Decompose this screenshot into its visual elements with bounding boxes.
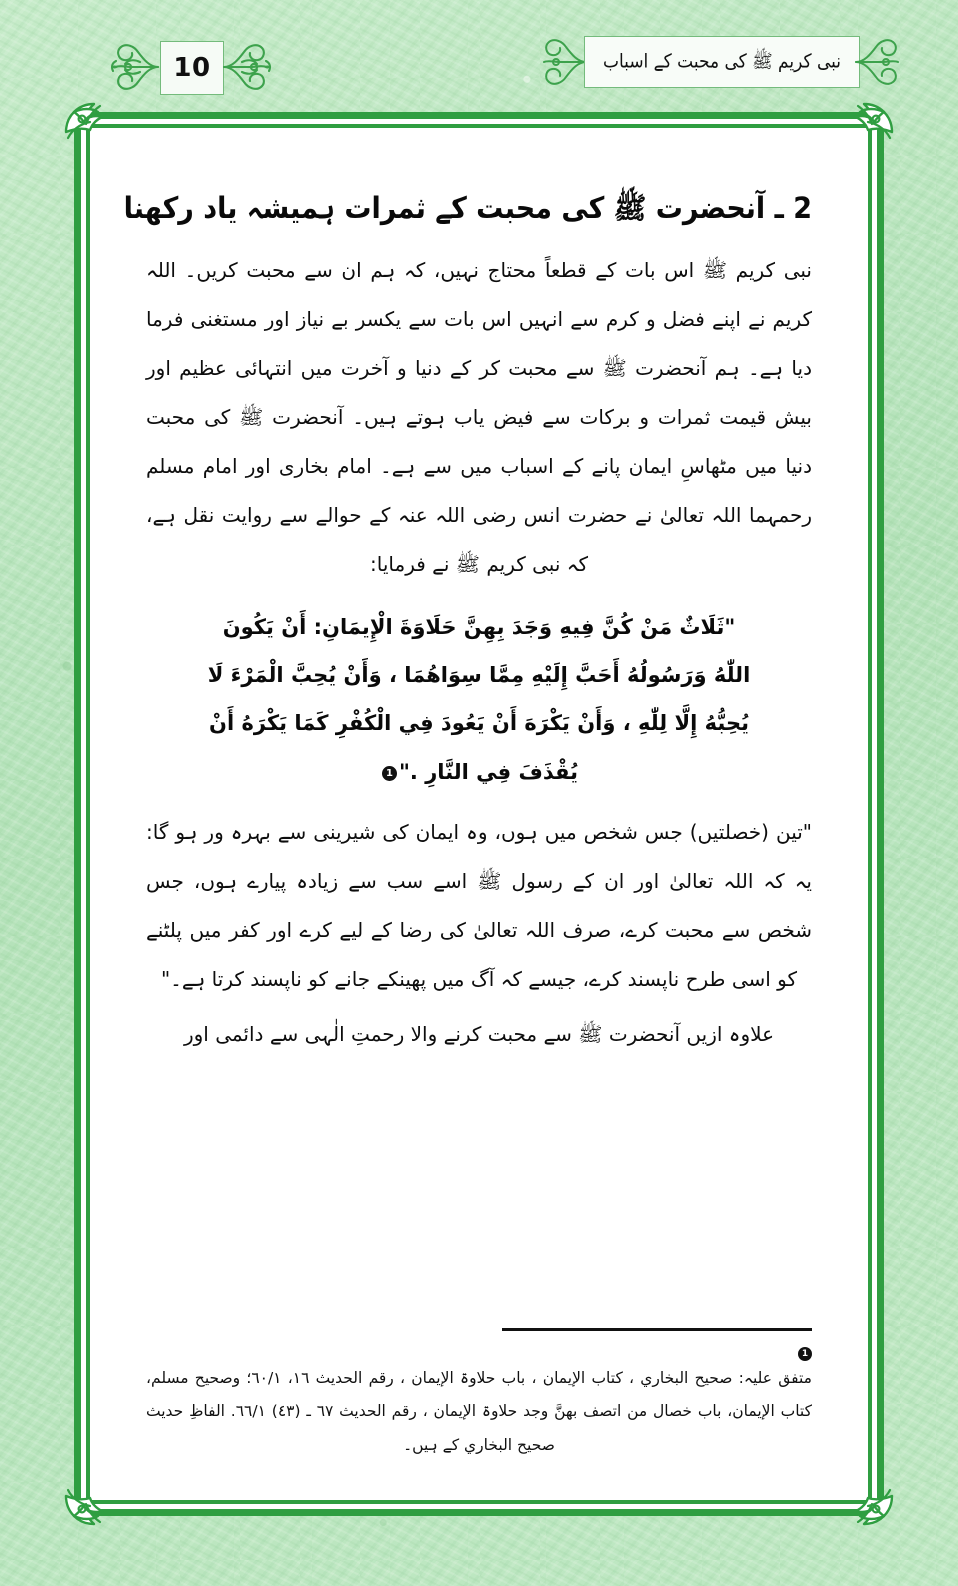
section-heading: 2 ـ آنحضرت ﷺ کی محبت کے ثمرات ہمیشہ یاد رکھنا	[123, 191, 812, 226]
running-title-plaque	[584, 36, 860, 88]
floral-flourish-icon	[852, 34, 902, 90]
running-title: نبی کریم ﷺ کی محبت کے اسباب	[603, 50, 842, 73]
floral-flourish-icon	[540, 34, 590, 90]
footnote-divider	[502, 1328, 812, 1331]
footnote-marker: 1	[798, 1347, 812, 1361]
page-header	[0, 0, 958, 100]
floral-flourish-icon	[220, 38, 272, 96]
hadith-line-3: يُحِبُّهُ إِلَّا لِلّٰهِ ، وَأَنْ يَكْرَهَ أَنْ يَعُودَ فِي الْكُفْرِ كَمَا يَكْرَهُ أَنْ	[209, 711, 749, 736]
footnote-text: متفق علیہ: صحیح البخاري ، کتاب الإیمان ، باب حلاوۃ الإیمان ، رقم الحدیث ١٦، ٦٠/١؛ وصحیح مسلم، کتاب الإیمان، باب خصال من اتصف بهنَّ وجد حلاوۃ الإیمان ، رقم الحدیث ٦٧ ـ (٤٣) ٦٦/١. الفاظِ حدیث صحیح البخاري کے ہیں۔	[146, 1369, 812, 1454]
urdu-paragraph-1: نبی کریم ﷺ اس بات کے قطعاً محتاج نہیں، کہ ہم ان سے محبت کریں۔ اللہ کریم نے اپنے فضل و کرم سے انہیں اس بات سے یکسر بے نیاز اور مستغنی فرما دیا ہے۔ ہم آنحضرت ﷺ سے محبت کر کے دنیا و آخرت میں انتہائی عظیم اور بیش قیمت ثمرات و برکات سے فیض یاب ہوتے ہیں۔ آنحضرت ﷺ کی محبت دنیا میں مٹھاسِ ایمان پانے کے اسباب میں سے ہے۔ امام بخاری اور امام مسلم رحمہما اللہ تعالیٰ نے حضرت انس رضی اللہ عنہ کے حوالے سے روایت نقل ہے، کہ نبی کریم ﷺ نے فرمایا:	[146, 257, 812, 576]
closing-paragraph: علاوہ ازیں آنحضرت ﷺ سے محبت کرنے والا رحمتِ الٰہی سے دائمی اور	[183, 1022, 775, 1047]
footnote-reference-marker[interactable]: 1	[382, 766, 397, 781]
footnote-section	[146, 1328, 812, 1462]
hadith-line-4-wrap	[156, 748, 802, 796]
footnote-entry	[146, 1343, 812, 1462]
page-content	[118, 150, 840, 1480]
hadith-arabic-block	[156, 603, 802, 796]
floral-flourish-icon	[110, 38, 162, 96]
hadith-urdu-translation: "تین (خصلتیں) جس شخص میں ہوں، وہ ایمان کی شیرینی سے بہرہ ور ہو گا: یہ کہ اللہ تعالیٰ اور ان کے رسول ﷺ اسے سب سے زیادہ پیارے ہوں، جس شخص سے محبت کرے، صرف اللہ تعالیٰ کی رضا کے لیے کرے اور کفر میں پلٹنے کو اسی طرح ناپسند کرے، جیسے کہ آگ میں پھینکے جانے کو ناپسند کرتا ہے۔"	[146, 820, 812, 992]
hadith-line-1: "ثَلَاثٌ مَنْ كُنَّ فِيهِ وَجَدَ بِهِنَّ حَلَاوَةَ الْإِيمَانِ: أَنْ يَكُونَ	[222, 614, 736, 639]
running-title-ornament	[540, 32, 900, 94]
page-number: 10	[173, 53, 211, 83]
hadith-line-4: يُقْذَفَ فِي النَّارِ ."	[398, 759, 578, 784]
page-number-ornament	[112, 38, 272, 96]
page-number-plaque	[160, 41, 224, 95]
hadith-line-2: اللّٰهُ وَرَسُولُهُ أَحَبَّ إِلَيْهِ مِمَّا سِوَاهُمَا ، وَأَنْ يُحِبَّ الْمَرْءَ لَا	[207, 663, 751, 688]
